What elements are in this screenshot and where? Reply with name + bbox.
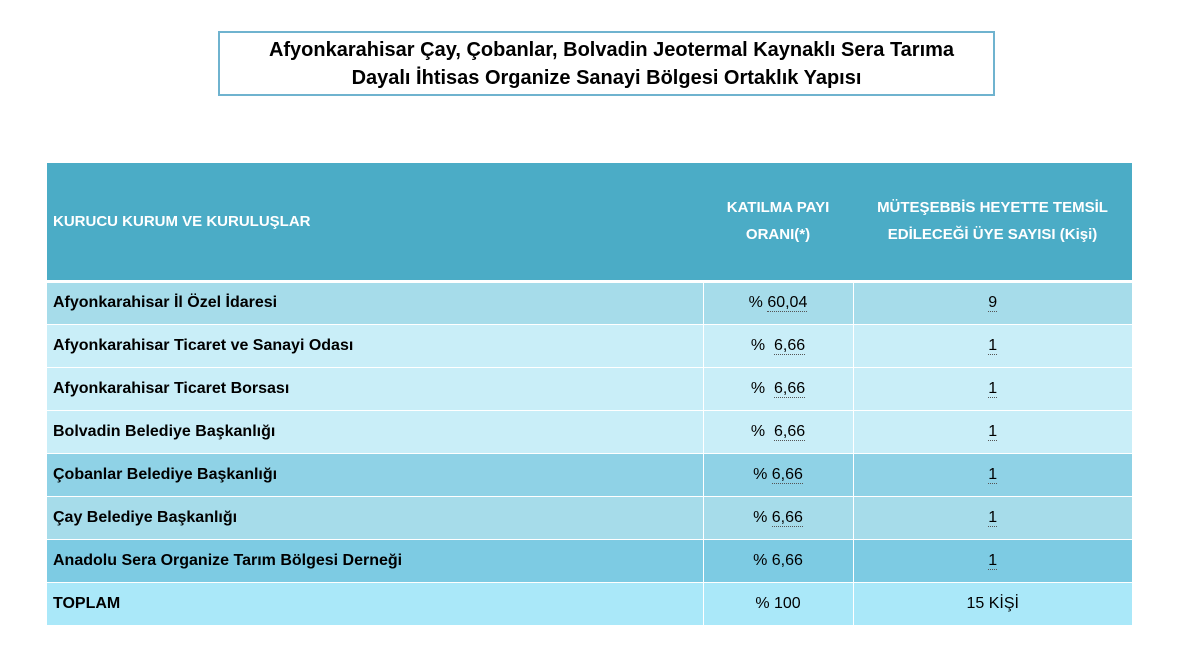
header-participation-share-line2: ORANI(*) [745, 226, 811, 244]
percent-value: 6,66 [773, 422, 806, 440]
total-members: 15 KİŞİ [853, 582, 1132, 625]
member-count-value: 9 [988, 294, 998, 311]
header-participation-share [703, 163, 853, 281]
participation-share [703, 539, 853, 582]
total-label: TOPLAM [47, 582, 703, 625]
percent-value: 60,04 [767, 294, 808, 311]
member-count-value: 1 [988, 551, 998, 569]
percent-sign: % [748, 294, 768, 311]
percent-sign: % [750, 422, 774, 440]
table-row [47, 324, 1132, 367]
institution-name: Çobanlar Belediye Başkanlığı [47, 453, 703, 496]
title-line-1: Afyonkarahisar Çay, Çobanlar, Bolvadin Jeotermal Kaynaklı Sera Tarıma [268, 38, 955, 61]
partnership-table [47, 163, 1132, 626]
participation-share [703, 281, 853, 324]
percent-sign: % [753, 465, 772, 483]
member-count [853, 367, 1132, 410]
title-line-2: Dayalı İhtisas Organize Sanayi Bölgesi Ortaklık Yapısı [351, 66, 862, 89]
percent-value: 6,66 [773, 379, 806, 397]
table-row [47, 453, 1132, 496]
header-board-members-line1: MÜTEŞEBBİS HEYETTE TEMSİL [877, 199, 1108, 217]
member-count-value: 1 [988, 336, 998, 354]
member-count-value: 1 [988, 379, 998, 397]
table-row [47, 496, 1132, 539]
percent-sign: % [753, 551, 772, 569]
percent-sign: % [750, 379, 774, 397]
percent-value: 6,66 [771, 465, 803, 483]
percent-value: 6,66 [771, 551, 803, 569]
total-row [47, 582, 1132, 625]
member-count [853, 453, 1132, 496]
member-count [853, 324, 1132, 367]
institution-name: Çay Belediye Başkanlığı [47, 496, 703, 539]
participation-share [703, 496, 853, 539]
table-row [47, 410, 1132, 453]
percent-value: 6,66 [773, 336, 806, 354]
participation-share [703, 324, 853, 367]
member-count-value: 1 [988, 465, 998, 483]
institution-name: Afyonkarahisar İl Özel İdaresi [47, 281, 703, 324]
member-count-value: 1 [988, 422, 998, 440]
participation-share [703, 410, 853, 453]
percent-sign: % [753, 508, 772, 526]
table-row [47, 281, 1132, 324]
member-count [853, 281, 1132, 324]
percent-sign: % [750, 336, 774, 354]
table-row [47, 367, 1132, 410]
institution-name: Anadolu Sera Organize Tarım Bölgesi Derneği [47, 539, 703, 582]
percent-value: 6,66 [771, 508, 803, 526]
header-participation-share-line1: KATILMA PAYI [726, 199, 830, 217]
header-board-members-line2: EDİLECEĞİ ÜYE SAYISI (Kişi) [887, 226, 1098, 244]
table-row [47, 539, 1132, 582]
institution-name: Bolvadin Belediye Başkanlığı [47, 410, 703, 453]
participation-share [703, 453, 853, 496]
table-header-row [47, 163, 1132, 281]
member-count [853, 410, 1132, 453]
participation-share [703, 367, 853, 410]
header-board-members [853, 163, 1132, 281]
member-count-value: 1 [988, 508, 998, 526]
member-count [853, 496, 1132, 539]
header-founding-institutions: KURUCU KURUM VE KURULUŞLAR [47, 163, 703, 281]
total-share: % 100 [703, 582, 853, 625]
title-box [218, 31, 995, 96]
institution-name: Afyonkarahisar Ticaret ve Sanayi Odası [47, 324, 703, 367]
institution-name: Afyonkarahisar Ticaret Borsası [47, 367, 703, 410]
member-count [853, 539, 1132, 582]
